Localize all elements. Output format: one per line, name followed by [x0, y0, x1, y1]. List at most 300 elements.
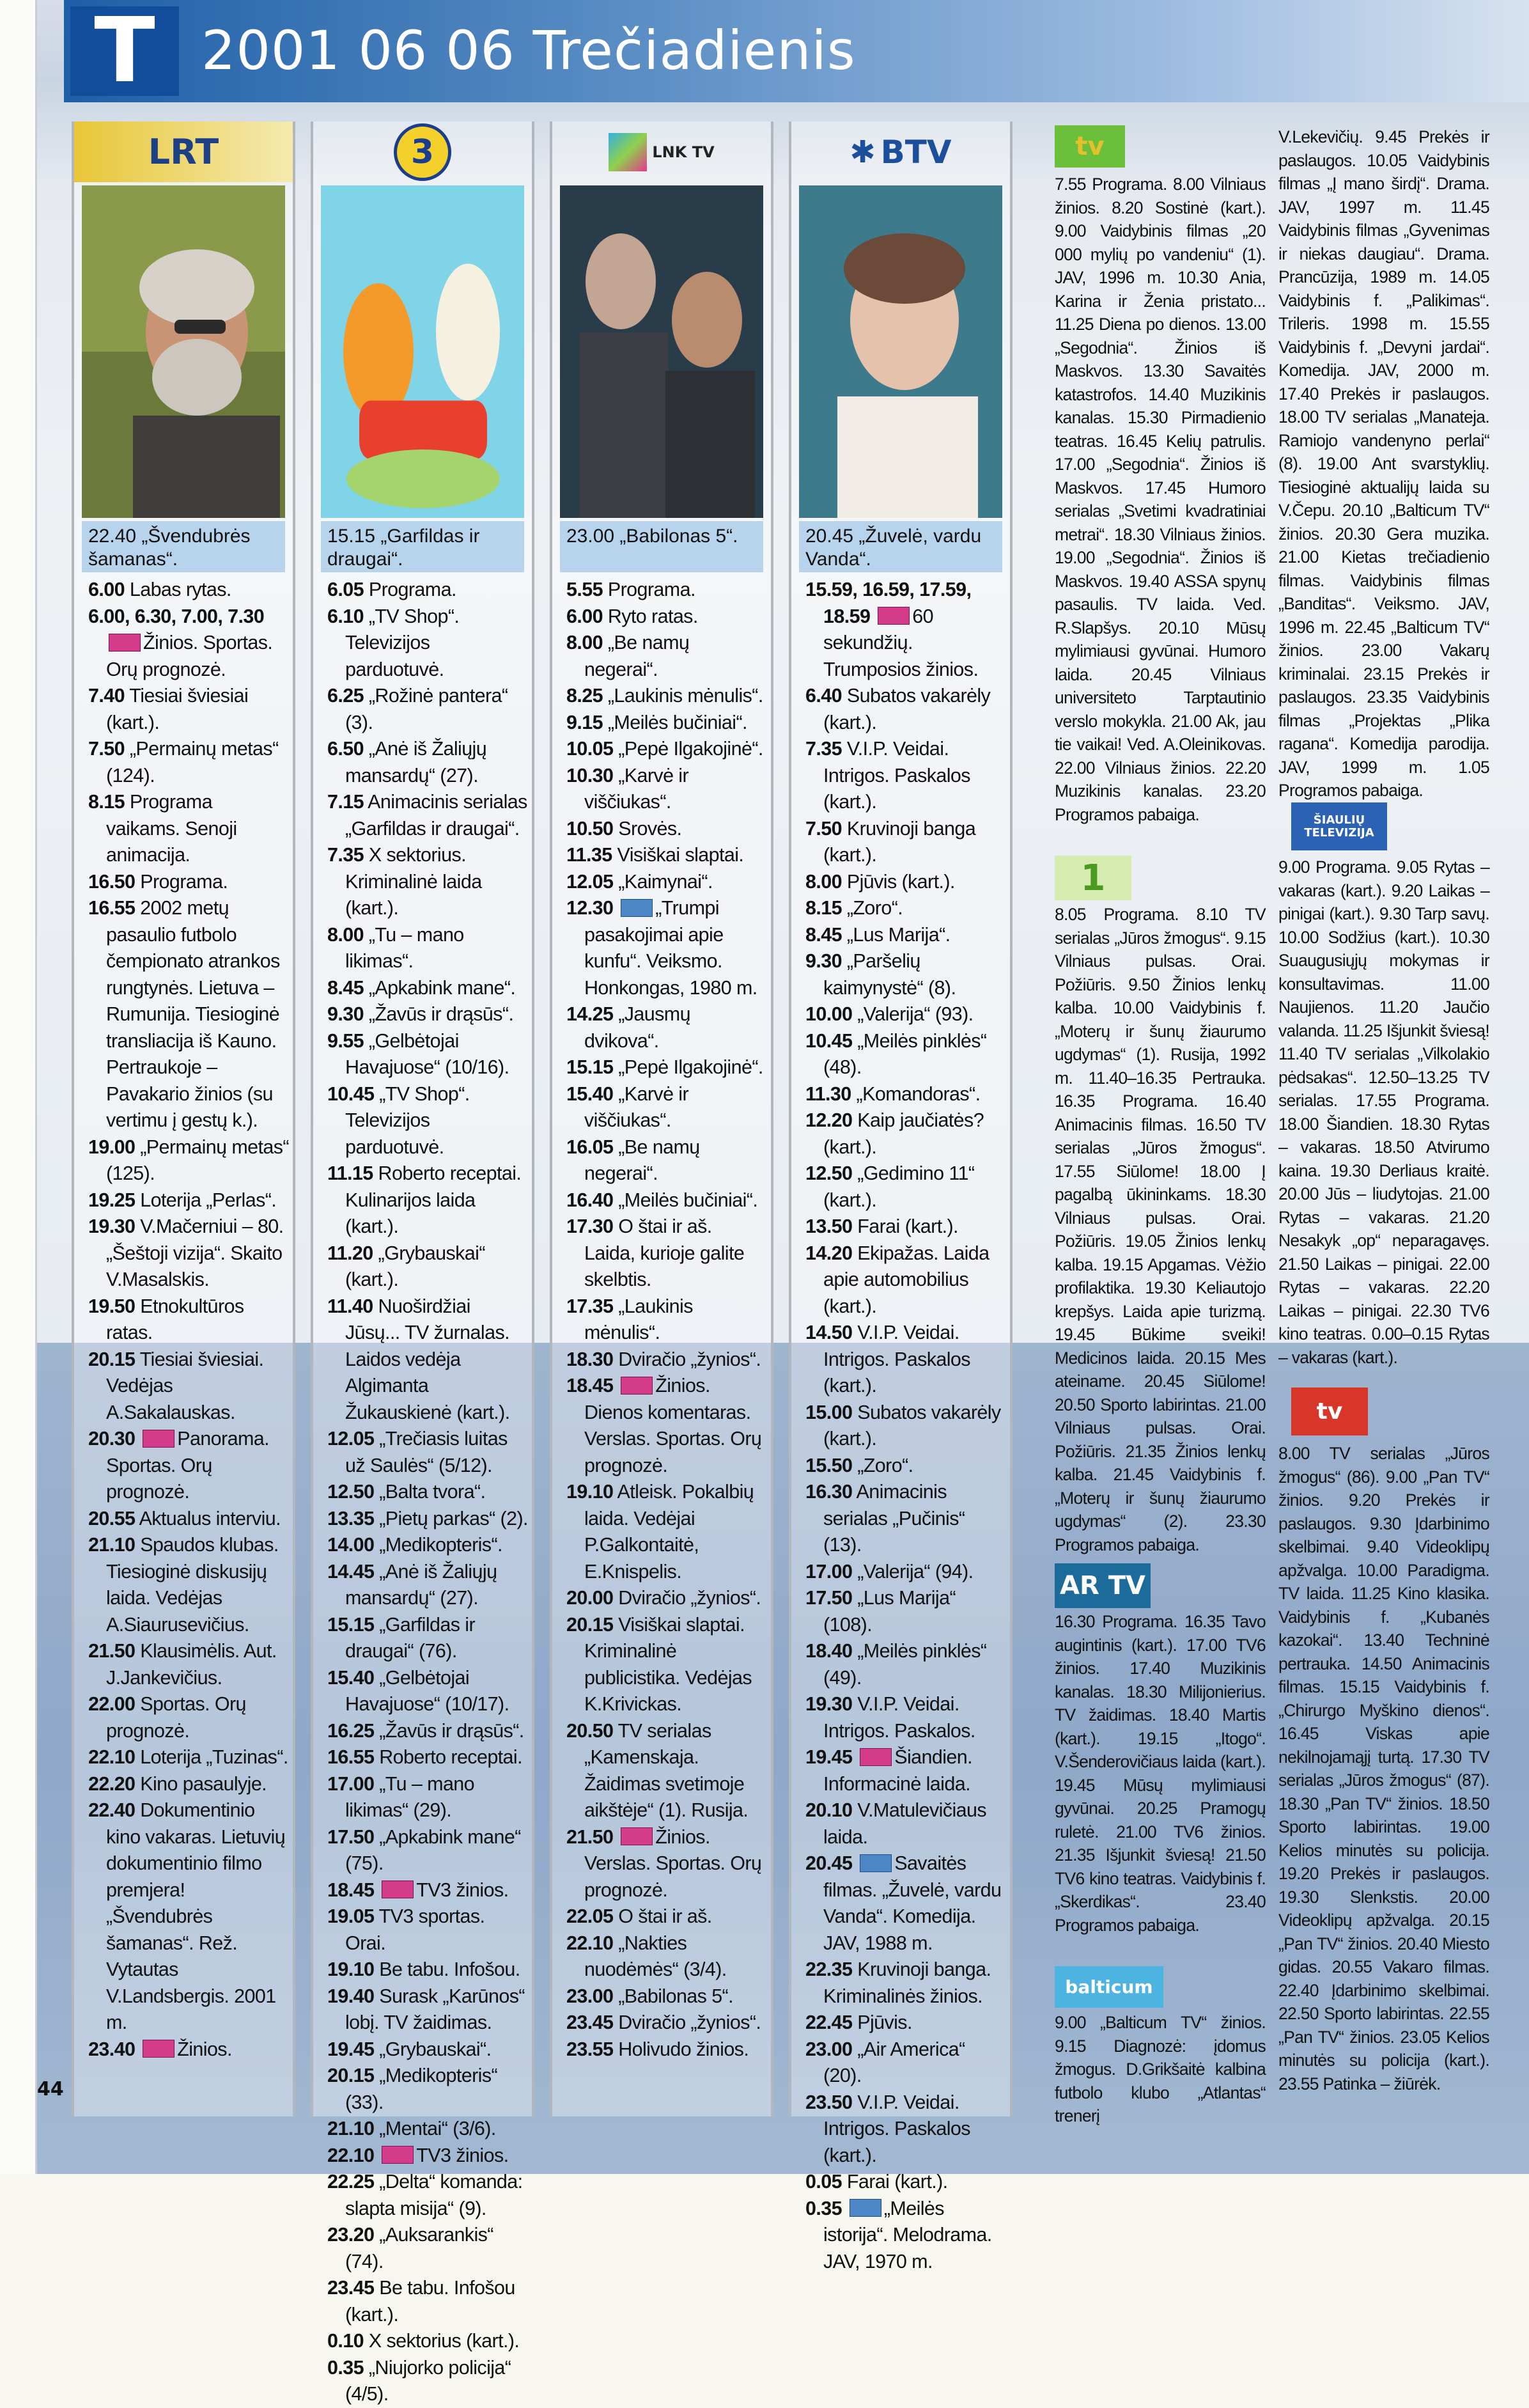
program-title: „Trečiasis luitas už Saulės“ (5/12).	[345, 1428, 508, 1476]
program-title: „Komandoras“.	[856, 1083, 981, 1105]
tv3-program-entry	[327, 2037, 528, 2063]
tv3-program-entry	[327, 736, 528, 789]
left-margin-band	[0, 0, 37, 2174]
pd-tv-schedule	[1278, 1442, 1489, 2095]
program-time: 22.20	[88, 1772, 136, 1795]
program-time: 14.45	[327, 1560, 375, 1583]
program-time: 6.40	[805, 685, 842, 707]
program-time: 22.05	[566, 1905, 614, 1927]
tv3-program-entry	[327, 1744, 528, 1771]
program-time: 23.45	[327, 2277, 375, 2299]
balticum-schedule-start	[1055, 2011, 1266, 2171]
program-title: Panorama. Sportas. Orų prognozė.	[106, 1428, 269, 1503]
lnk-program-entry	[566, 1001, 767, 1054]
program-time: 0.10	[327, 2330, 364, 2352]
lrt-program-entry	[88, 1134, 289, 1187]
program-title: „Mentai“ (3/6).	[379, 2118, 496, 2139]
program-time: 22.25	[327, 2171, 375, 2193]
btv-program-entry	[805, 2196, 1006, 2276]
lrt-photo	[82, 185, 285, 518]
lnk-program-entry	[566, 869, 767, 896]
lnk-program-entry	[566, 1187, 767, 1214]
btv-program-entry	[805, 1081, 1006, 1108]
tv3-program-entry	[327, 1294, 528, 1427]
tv3-program-entry	[327, 2328, 528, 2355]
program-title: Roberto receptai. Kulinarijos laida (kart.).	[345, 1162, 522, 1237]
program-time: 11.35	[566, 844, 612, 866]
tv3-program-entry	[327, 922, 528, 975]
program-time: 9.55	[327, 1029, 364, 1052]
btv-schedule	[805, 577, 1006, 2275]
ar-tv-logo: AR TV	[1055, 1563, 1151, 1608]
tv3-program-entry	[327, 1506, 528, 1533]
program-title: V.I.P. Veidai. Intrigos. Paskalos (kart.).	[823, 1322, 970, 1396]
lnk-program-entry	[566, 1214, 767, 1294]
btv-program-entry	[805, 869, 1006, 896]
program-title: Žinios. Dienos komentaras. Verslas. Sportas. Orų prognozė.	[584, 1375, 762, 1476]
program-time: 15.50	[805, 1454, 853, 1476]
program-title: „Tu – mano likimas“.	[345, 923, 464, 972]
program-title: O štai ir aš. Laida, kurioje galite skelbtis.	[584, 1216, 745, 1290]
program-title: Klausimėlis. Aut. J.Jankevičius.	[106, 1640, 277, 1689]
program-title: Dviračio „žynios“.	[618, 1348, 761, 1370]
lnk-program-entry	[566, 895, 767, 1001]
tv3-program-entry	[327, 1824, 528, 1877]
program-title: Savaitės filmas. „Žuvelė, vardu Vanda“. Komedija. JAV, 1988 m.	[823, 1852, 1002, 1954]
siauliu-tv-text: 9.00 Programa. 9.05 Rytas – vakaras (kart.). 9.20 Laikas – pinigai (kart.). 9.30 Tarp savų. 10.00 Sodžius (kart.). 10.30 Suaugusiųjų mokymas ir konsultavimas. 11.00 Naujienos. 11.20 Jaučio valanda. 11.25 Išjunkit šviesą! 11.40 TV serialas „Vilkolakio pėdsakas“. 12.50–13.25 TV serialas. 17.55 Programa. 18.00 Šiandien. 18.30 Rytas – vakaras. 18.50 Atvirumo kaina. 19.30 Derliaus kraitė. 20.00 Jūs – liudytojas. 21.00 Rytas – vakaras. 21.20 Nesakyk „op“ neparagavęs. 21.50 Laikas – pinigai. 22.00 Rytas – vakaras. 22.20 Laikas – pinigai. 22.30 TV6 kino teatras. 0.00–0.15 Rytas – vakaras (kart.).	[1278, 857, 1489, 1367]
program-time: 19.10	[566, 1481, 614, 1503]
btv-star-icon: ✱	[850, 134, 876, 170]
program-time: 16.40	[566, 1189, 614, 1211]
btv-program-entry	[805, 1744, 1006, 1797]
lnk-logo-text: LNK TV	[652, 143, 715, 161]
program-title: „Meilės bučiniai“.	[618, 1189, 758, 1211]
btv-program-entry	[805, 922, 1006, 949]
program-time: 6.25	[327, 685, 364, 707]
tv3-program-entry	[327, 2275, 528, 2328]
btv-logo	[791, 121, 1010, 182]
program-title: Programa.	[607, 579, 695, 600]
program-title: „Be namų negerai“.	[584, 1136, 700, 1184]
program-title: Dviračio „žynios“.	[618, 2012, 761, 2033]
tv3-program-entry	[327, 842, 528, 922]
program-title: Žinios. Sportas. Orų prognozė.	[106, 632, 273, 680]
lrt-program-entry	[88, 1506, 289, 1533]
lnk-program-entry	[566, 604, 767, 630]
btv-program-entry	[805, 1850, 1006, 1957]
tv1-schedule	[1055, 903, 1266, 1556]
news-logo-icon	[382, 1880, 414, 1898]
program-title: „Tu – mano likimas“ (29).	[345, 1772, 475, 1821]
program-title: „Gelbėtojai Havajuose“ (10/16).	[345, 1029, 509, 1078]
tv3-program-entry	[327, 604, 528, 684]
program-time: 6.00, 6.30, 7.00, 7.30	[88, 605, 265, 627]
btv-program-entry	[805, 1107, 1006, 1161]
lnk-program-entry	[566, 1081, 767, 1134]
program-time: 6.10	[327, 605, 364, 627]
lrt-highlight: 22.40 „Švendubrės šamanas“.	[82, 521, 285, 572]
program-time: 10.05	[566, 738, 614, 760]
program-title: Farai (kart.).	[846, 2171, 948, 2193]
balticum-text-continued: V.Lekevičių. 9.45 Prekės ir paslaugos. 10.05 Vaidybinis filmas „Į mano širdį“. Drama. JAV, 1997 m. 11.45 Vaidybinis filmas „Gyvenimas ir niekas daugiau“. Drama. Prancūzija, 1989 m. 14.05 Vaidybinis f. „Palikimas“. Trileris. 1998 m. 15.55 Vaidybinis f. „Devyni jardai“. Komedija. JAV, 2000 m. 17.40 Prekės ir paslaugos. 18.00 TV serialas „Manateja. Ramiojo vandenyno perlai“ (8). 19.00 Ant svarstyklių. Tiesioginė aktualijų laida su V.Čepu. 20.10 „Balticum TV“ žinios. 20.30 Gera muzika. 21.00 Kietas trečiadienio filmas. Vaidybinis filmas „Banditas“. Veiksmo. JAV, 1996 m. 22.45 „Balticum TV“ žinios. 23.00 Vakarų kriminalai. 23.15 Prekės ir paslaugos. 23.35 Vaidybinis filmas „Projektas „Plika raganа“. Komedija parodija. JAV, 1999 m. 1.05 Programos pabaiga.	[1278, 127, 1489, 800]
program-time: 16.50	[88, 870, 136, 893]
program-time: 22.35	[805, 1958, 853, 1980]
tv3-logo-mark: 3	[394, 123, 451, 181]
lnk-program-entry	[566, 683, 767, 710]
program-time: 19.10	[327, 1958, 375, 1980]
btv-program-entry	[805, 2010, 1006, 2037]
program-time: 15.00	[805, 1401, 853, 1423]
program-title: „Nakties nuodėmės“ (3/4).	[584, 1932, 727, 1980]
program-title: Programa.	[140, 870, 228, 893]
lnk-program-entry	[566, 710, 767, 737]
lrt-program-entry	[88, 736, 289, 789]
news-logo-icon	[860, 1854, 892, 1872]
program-time: 21.10	[88, 1534, 136, 1556]
program-time: 6.50	[327, 738, 364, 760]
lrt-program-entry	[88, 1797, 289, 2037]
lnk-program-entry	[566, 842, 767, 869]
pd-tv-logo: tv	[1291, 1388, 1368, 1435]
program-time: 18.45	[566, 1375, 614, 1396]
program-time: 17.00	[805, 1560, 853, 1583]
tv3-program-entry	[327, 1904, 528, 1957]
btv-program-entry	[805, 1214, 1006, 1240]
program-title: „TV Shop“. Televizijos parduotuvė.	[345, 605, 460, 680]
tv3-program-entry	[327, 2063, 528, 2116]
program-time: 8.45	[327, 976, 364, 999]
program-time: 12.05	[327, 1428, 375, 1450]
program-time: 23.00	[805, 2038, 853, 2060]
news-logo-icon	[621, 1827, 653, 1845]
program-title: Ekipažas. Laida apie automobilius (kart.).	[823, 1242, 990, 1317]
ar-tv-schedule	[1055, 1610, 1266, 1937]
program-time: 20.00	[566, 1587, 614, 1609]
program-title: V.I.P. Veidai. Intrigos. Paskalos.	[823, 1693, 975, 1742]
news-logo-icon	[143, 2040, 175, 2058]
program-time: 12.50	[327, 1481, 375, 1503]
program-time: 16.05	[566, 1136, 614, 1158]
siauliu-tv-logo: ŠIAULIŲ TELEVIZIJA	[1291, 802, 1387, 850]
program-title: Be tabu. Infošou (kart.).	[345, 2277, 515, 2326]
btv-program-entry	[805, 895, 1006, 922]
program-time: 17.00	[327, 1772, 375, 1795]
program-title: Animacinis serialas „Pučinis“ (13).	[823, 1481, 965, 1556]
program-title: Tiesiai šviesiai. Vedėjas A.Sakalauskas.	[106, 1348, 264, 1423]
lrt-program-entry	[88, 1691, 289, 1744]
program-time: 21.10	[327, 2118, 375, 2139]
tv3-program-entry	[327, 1479, 528, 1506]
news-logo-icon	[143, 1430, 175, 1448]
program-time: 10.00	[805, 1003, 853, 1025]
program-title: „Paršelių kaimynystė“ (8).	[823, 950, 956, 999]
btv-program-entry	[805, 1320, 1006, 1400]
program-time: 15.59, 16.59, 17.59, 18.59	[805, 579, 972, 627]
tv1-text: 8.05 Programa. 8.10 TV serialas „Jūros žmogus“. 9.15 Vilniaus pulsas. Orai. Požiūris. 9.50 Žinios lenkų kalba. 10.00 Vaidybinis f. „Moterų ir šunų žiaurumo ugdymas“ (1). Rusija, 1992 m. 11.40–16.35 Pertrauka. 16.35 Programa. 16.40 Animacinis filmas. 16.50 TV serialas „Jūros žmogus“. 17.55 Siūlome! 18.00 Į pagalbą ūkininkams. 18.30 Vilniaus pulsas. Orai. Požiūris. 19.05 Žinios lenkų kalba. 19.15 Apgamas. Vėžio profilaktika. 19.30 Keliautojo krepšys. Laida apie turizmą. 19.45 Būkime sveiki! Medicinos laida. 20.15 Mes ateiname. 20.45 Siūlome! 20.50 Sporto labirintas. 21.00 Vilniaus pulsas. Orai. Požiūris. 21.35 Žinios lenkų kalba. 21.45 Vaidybinis f. „Moterų ir šunų žiaurumo ugdymas“ (2). 23.30 Programos pabaiga.	[1055, 905, 1266, 1554]
program-title: „Pietų parkas“ (2).	[379, 1507, 528, 1529]
tv3-logo	[313, 121, 532, 182]
program-title: „Apkabink mane“ (75).	[345, 1826, 521, 1874]
program-title: „Pepė Ilgakojinė“.	[618, 1056, 763, 1078]
program-title: Etnokultūros ratas.	[106, 1295, 244, 1343]
program-title: „Garfildas ir draugai“ (76).	[345, 1613, 476, 1662]
program-title: „Auksarankis“ (74).	[345, 2224, 493, 2272]
tv3-highlight: 15.15 „Garfildas ir draugai“.	[321, 521, 524, 572]
program-title: „Be namų negerai“.	[584, 632, 690, 680]
program-title: „TV Shop“. Televizijos parduotuvė.	[345, 1083, 470, 1158]
program-title: Ryto ratas.	[607, 605, 698, 627]
lnk-highlight: 23.00 „Babilonas 5“.	[560, 521, 763, 572]
program-time: 20.15	[327, 2065, 375, 2086]
program-title: „Karvė ir viščiukas“.	[584, 764, 689, 813]
news-logo-icon	[860, 1748, 892, 1766]
program-time: 16.30	[805, 1481, 853, 1503]
program-time: 22.10	[566, 1932, 614, 1954]
btv-program-entry	[805, 683, 1006, 736]
lnk-schedule	[566, 577, 767, 2063]
tv3-program-entry	[327, 1001, 528, 1028]
tv3-program-entry	[327, 1957, 528, 1983]
program-time: 11.20	[327, 1242, 373, 1264]
program-time: 0.35	[327, 2356, 364, 2379]
program-time: 6.00	[88, 579, 125, 600]
balticum-logo: balticum	[1055, 1966, 1163, 2008]
program-title: Kino pasaulyje.	[140, 1772, 267, 1795]
btv-program-entry	[805, 1240, 1006, 1320]
lrt-program-entry	[88, 1426, 289, 1506]
lnk-program-entry	[566, 1479, 767, 1585]
btv-program-entry	[805, 1585, 1006, 1638]
program-time: 12.50	[805, 1162, 853, 1184]
program-title: „Grybauskai“ (kart.).	[345, 1242, 485, 1290]
lrt-program-entry	[88, 1187, 289, 1214]
program-title: Loterija „Tuzinas“.	[140, 1746, 288, 1768]
program-title: Programa vaikams. Senoji animacija.	[106, 791, 237, 866]
btv-program-entry	[805, 1453, 1006, 1480]
program-title: Subatos vakarėly (kart.).	[823, 685, 991, 733]
program-time: 20.30	[88, 1428, 136, 1450]
program-time: 23.55	[566, 2038, 614, 2060]
program-title: Tiesiai šviesiai (kart.).	[106, 685, 249, 733]
lnk-program-entry	[566, 2037, 767, 2063]
lrt-program-entry	[88, 683, 289, 736]
tv3-program-entry	[327, 1718, 528, 1745]
program-time: 17.50	[805, 1587, 853, 1609]
channel-column-btv	[789, 121, 1013, 2272]
program-title: „Meilės pinklės“ (48).	[823, 1029, 987, 1078]
program-time: 14.00	[327, 1534, 375, 1556]
tv3-program-entry	[327, 1559, 528, 1612]
program-time: 9.30	[327, 1003, 364, 1025]
program-time: 0.05	[805, 2171, 842, 2193]
page-number: 44	[37, 2078, 64, 2100]
tv3-program-entry	[327, 2116, 528, 2143]
tv3-photo	[321, 185, 524, 518]
tv3-program-entry	[327, 1240, 528, 1294]
program-time: 11.15	[327, 1162, 373, 1184]
program-title: „Lus Marija“.	[846, 923, 951, 946]
program-title: V.I.P. Veidai. Intrigos. Paskalos (kart.).	[823, 738, 970, 813]
program-time: 21.50	[566, 1826, 614, 1848]
lnk-program-entry	[566, 736, 767, 763]
program-time: 7.35	[327, 844, 364, 866]
program-title: „Laukinis mėnulis“.	[607, 685, 763, 707]
program-title: „Balta tvora“.	[379, 1481, 486, 1503]
program-title: V.Matulevičiaus laida.	[823, 1799, 986, 1848]
program-time: 23.50	[805, 2091, 853, 2113]
program-title: Holivudo žinios.	[618, 2038, 749, 2060]
lnk-program-entry	[566, 763, 767, 816]
program-time: 14.20	[805, 1242, 853, 1264]
btv-logo-text: BTV	[880, 133, 952, 171]
news-logo-icon	[621, 899, 653, 917]
program-time: 19.30	[88, 1216, 136, 1237]
news-logo-icon	[850, 2199, 881, 2217]
program-title: „Rožinė pantera“ (3).	[345, 685, 508, 733]
ar-tv-text: 16.30 Programa. 16.35 Tavo augintinis (kart.). 17.00 TV6 žinios. 17.40 Muzikinis kanalas. 18.30 Milijonierius. TV žaidimas. 18.40 Martis (kart.). 19.15 „Itogo“. V.Šenderovičiaus laida (kart.). 19.45 Mūsų mylimiausi gyvūnai. 20.25 Pramogų ruletė. 21.00 TV6 žinios. 21.35 Išjunkit šviesą! 21.50 TV6 kino teatras. Vaidybinis f. „Skerdikas“. 23.40 Programos pabaiga.	[1055, 1612, 1266, 1935]
program-title: Visiškai slaptai.	[617, 844, 744, 866]
program-title: Dokumentinio kino vakaras. Lietuvių dokumentinio filmo premjera! „Švendubrės šamanas“. Rež. Vytautas V.Landsbergis. 2001 m.	[106, 1799, 286, 2033]
program-title: „Anė iš Žaliųjų mansardų“ (27).	[345, 738, 487, 786]
program-time: 19.45	[327, 2038, 375, 2060]
balticum-schedule-continued	[1278, 125, 1489, 803]
program-time: 19.30	[805, 1693, 853, 1715]
program-time: 7.40	[88, 685, 125, 707]
program-time: 11.40	[327, 1295, 373, 1317]
btv-program-entry	[805, 1559, 1006, 1586]
program-title: „Gedimino 11“ (kart.).	[823, 1162, 975, 1211]
btv-program-entry	[805, 816, 1006, 869]
program-title: Pjūvis.	[857, 2012, 912, 2033]
program-title: Srovės.	[618, 817, 682, 840]
btv-program-entry	[805, 1028, 1006, 1081]
tv3-program-entry	[327, 1028, 528, 1081]
program-time: 19.25	[88, 1189, 136, 1211]
program-time: 19.00	[88, 1136, 136, 1158]
program-time: 14.25	[566, 1003, 614, 1025]
news-logo-icon	[878, 607, 910, 625]
btv-program-entry	[805, 2090, 1006, 2170]
tv3-program-entry	[327, 2143, 528, 2170]
program-time: 9.15	[566, 711, 603, 733]
lrt-program-entry	[88, 604, 289, 684]
program-time: 12.05	[566, 870, 614, 893]
program-title: Animacinis serialas „Garfildas ir draugai“.	[345, 791, 527, 840]
lnk-program-entry	[566, 2010, 767, 2037]
program-time: 22.10	[327, 2144, 375, 2166]
btv-program-entry	[805, 1479, 1006, 1559]
program-title: Programa.	[368, 579, 456, 600]
program-time: 21.50	[88, 1640, 136, 1662]
program-time: 13.50	[805, 1216, 853, 1237]
program-title: Sportas. Orų prognozė.	[106, 1693, 246, 1742]
program-title: „Gelbėtojai Havajuose“ (10/17).	[345, 1666, 509, 1715]
tv3-program-entry	[327, 1983, 528, 2037]
tv3-program-entry	[327, 1532, 528, 1559]
tv3-program-entry	[327, 1161, 528, 1240]
program-time: 17.30	[566, 1216, 614, 1237]
program-title: „Medikopteris“.	[379, 1534, 502, 1556]
tv3-program-entry	[327, 1081, 528, 1161]
program-title: „Valerija“ (94).	[857, 1560, 974, 1583]
lrt-program-entry	[88, 1347, 289, 1427]
program-time: 10.45	[327, 1083, 375, 1105]
btv-highlight: 20.45 „Žuvelė, vardu Vanda“.	[799, 521, 1002, 572]
program-time: 19.50	[88, 1295, 136, 1317]
program-title: „Jausmų dvikova“.	[584, 1003, 690, 1052]
program-title: „Air America“ (20).	[823, 2038, 965, 2086]
program-title: „Trumpi pasakojimai apie kunfu“. Veiksmo. Honkongas, 1980 m.	[584, 897, 757, 999]
lrt-schedule	[88, 577, 289, 2063]
lnk-program-entry	[566, 1585, 767, 1612]
tv3-program-entry	[327, 577, 528, 604]
tv3-program-entry	[327, 1665, 528, 1718]
program-title: Subatos vakarėly (kart.).	[823, 1401, 1001, 1450]
program-title: Atleisk. Pokalbių laida. Vedėjai P.Galkontaitė, E.Knispelis.	[584, 1481, 754, 1583]
program-title: „Meilės istorija“. Melodrama. JAV, 1970 m.	[823, 2197, 992, 2272]
program-title: TV3 sportas. Orai.	[345, 1905, 485, 1954]
program-time: 8.00	[805, 870, 842, 893]
news-logo-icon	[382, 2146, 414, 2164]
channel-column-tv3	[311, 121, 534, 2405]
lnk-program-entry	[566, 816, 767, 843]
lnk-program-entry	[566, 1373, 767, 1479]
btv-program-entry	[805, 1638, 1006, 1691]
program-title: Spaudos klubas. Tiesioginė diskusijų laida. Vedėjas A.Siaurusevičius.	[106, 1534, 279, 1636]
program-time: 23.40	[88, 2038, 136, 2060]
program-time: 7.50	[88, 738, 125, 760]
program-title: „Lus Marija“ (108).	[823, 1587, 956, 1636]
program-time: 17.35	[566, 1295, 614, 1317]
program-time: 9.30	[805, 950, 842, 972]
program-title: „Permainų metas“ (125).	[106, 1136, 289, 1184]
program-title: Roberto receptai.	[379, 1746, 522, 1768]
program-time: 5.55	[566, 579, 603, 600]
btv-program-entry	[805, 1001, 1006, 1028]
program-time: 18.40	[805, 1640, 853, 1662]
program-title: Kaip jaučiatės? (kart.).	[823, 1109, 984, 1158]
program-time: 8.45	[805, 923, 842, 946]
program-title: „Apkabink mane“.	[368, 976, 516, 999]
lrt-program-entry	[88, 895, 289, 1134]
news-logo-icon	[109, 634, 141, 652]
program-time: 12.20	[805, 1109, 853, 1131]
program-time: 19.05	[327, 1905, 375, 1927]
program-time: 7.50	[805, 817, 842, 840]
program-title: 60 sekundžių. Trumposios žinios.	[823, 605, 979, 680]
vilniaus-tv-text: 7.55 Programa. 8.00 Vilniaus žinios. 8.20 Sostinė (kart.). 9.00 Vaidybinis filmas „20 000 mylių po vandeniu“ (1). JAV, 1996 m. 10.30 Ania, Karina ir Ženia pristato... 11.25 Diena po dienos. 13.00 „Segodnia“. Žinios iš Maskvos. 13.30 Savaitės katastrofos. 14.40 Muzikinis kanalas. 15.30 Pirmadienio teatras. 16.45 Kelių patrulis. 17.00 „Segodnia“. Žinios iš Maskvos. 17.45 Humoro serialas „Svetimi kvadratiniai metrai“. 18.30 Vilniaus žinios. 19.00 „Segodnia“. Žinios iš Maskvos. 19.40 ASSA spynų pasaulis. TV laida. Ved. R.Slapšys. 20.10 Mūsų mylimiausi gyvūnai. Humoro laida. 20.45 Vilniaus universiteto Tarptautinio verslo mokykla. 21.00 Ak, jau tie vaikai! Ved. A.Oleinikovas. 22.00 Vilniaus žinios. 22.20 Muzikinis kanalas. 23.20 Programos pabaiga.	[1055, 175, 1266, 824]
tv3-program-entry	[327, 1612, 528, 1665]
program-title: Kruvinoji banga. Kriminalinės žinios.	[823, 1958, 991, 2007]
btv-photo	[799, 185, 1002, 518]
program-title: V.Mačerniui – 80. „Šeštoji vizija“. Skaito V.Masalskis.	[106, 1216, 284, 1290]
btv-program-entry	[805, 1957, 1006, 2010]
lnk-program-entry	[566, 630, 767, 683]
program-title: „Žavūs ir drąsūs“.	[379, 1719, 524, 1742]
program-title: Žinios.	[177, 2038, 232, 2060]
program-time: 23.45	[566, 2012, 614, 2033]
program-time: 20.45	[805, 1852, 853, 1874]
tv3-program-entry	[327, 1771, 528, 1824]
btv-program-entry	[805, 736, 1006, 816]
tv3-program-entry	[327, 975, 528, 1002]
lrt-program-entry	[88, 577, 289, 604]
lnk-program-entry	[566, 1718, 767, 1824]
program-time: 0.35	[805, 2197, 842, 2219]
lrt-program-entry	[88, 1744, 289, 1771]
program-title: Be tabu. Infošou.	[379, 1958, 520, 1980]
tv3-program-entry	[327, 789, 528, 842]
